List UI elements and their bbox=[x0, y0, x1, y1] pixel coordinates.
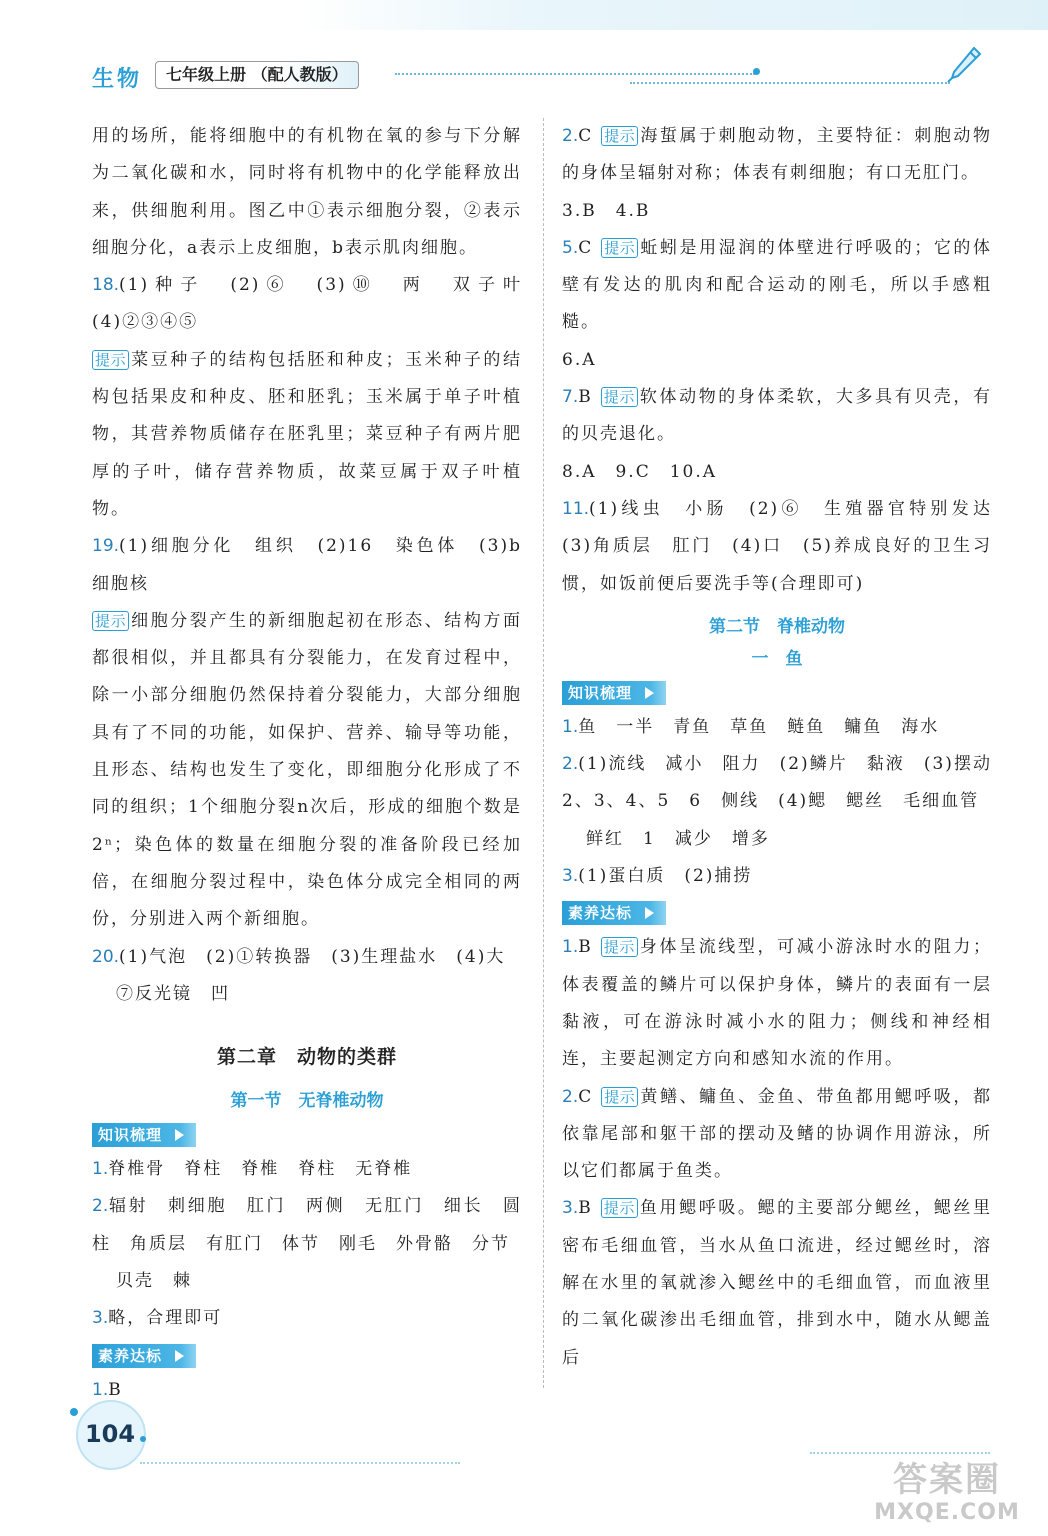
answer-20 bbox=[92, 939, 522, 976]
pen-icon bbox=[944, 44, 984, 86]
grade-label: 七年级上册 （配人教版） bbox=[155, 61, 359, 89]
question-number: 2. bbox=[562, 754, 579, 775]
answer-text: B bbox=[108, 1379, 123, 1400]
header-divider-lower bbox=[630, 82, 950, 84]
question-number: 2. bbox=[92, 1196, 109, 1217]
question-number: 7. bbox=[562, 387, 579, 408]
practice-1 bbox=[92, 1372, 522, 1409]
answer-text: 鱼 一半 青鱼 草鱼 鲢鱼 鳙鱼 海水 bbox=[578, 716, 940, 737]
hint-text: 身体呈流线型，可减小游泳时水的阻力；体表覆盖的鳞片可以保护身体，鳞片的表面有一层黏液，可在游泳时减小水的阻力；侧线和神经相连，主要起测定方向和感知水流的作用。 bbox=[562, 937, 992, 1070]
page-number: 104 bbox=[84, 1420, 136, 1448]
question-number: 3. bbox=[92, 1308, 109, 1329]
tag-label: 知识梳理 bbox=[98, 1126, 163, 1145]
hint-text: 细胞分裂产生的新细胞起初在形态、结构方面都很相似，并且都具有分裂能力，在发育过程中，除一小部分细胞仍然保持着分裂能力，大部分细胞具有了不同的功能，如保护、营养、输导等功能，且形态、结构也发生了变化，即细胞分化形成了不同的组织；1个细胞分裂n次后，形成的细胞个数是2ⁿ；染色体的数量在细胞分裂的准备阶段已经加倍，在细胞分裂过程中，染色体分成完全相同的两份，分别进入两个新细胞。 bbox=[92, 610, 522, 930]
question-number: 19. bbox=[92, 536, 120, 557]
answer-text: (1)气泡 (2)①转换器 (3)生理盐水 (4)大 bbox=[119, 946, 506, 967]
answer-3-4: 3.B 4.B bbox=[562, 200, 651, 221]
answer-text: C bbox=[578, 237, 594, 258]
knowledge-2 bbox=[92, 1188, 522, 1263]
hint-text: 鱼用鳃呼吸。鳃的主要部分鳃丝，鳃丝里密布毛细血管，当水从鱼口流进，经过鳃丝时，溶解在水里的氧就渗入鳃丝中的毛细血管，而血液里的二氧化碳渗出毛细血管，排到水中，随水从鳃盖后 bbox=[562, 1198, 992, 1368]
knowledge-2-continued: 鲜红 1 减少 增多 bbox=[586, 828, 770, 849]
chapter-title: 第二章 动物的类群 bbox=[216, 1046, 397, 1069]
hint-text: 菜豆种子的结构包括胚和种皮；玉米种子的结构包括果皮和种皮、胚和胚乳；玉米属于单子叶植物，其营养物质储存在胚乳里；菜豆种子有两片肥厚的子叶，储存营养物质，故菜豆属于双子叶植物。 bbox=[92, 349, 522, 519]
footer-divider bbox=[140, 1462, 460, 1464]
question-number: 18. bbox=[92, 275, 120, 296]
subsection-title: 一 鱼 bbox=[751, 648, 803, 669]
answer-8-10: 8.A 9.C 10.A bbox=[562, 461, 718, 482]
right-column bbox=[562, 118, 1011, 1377]
practice-tag bbox=[92, 1344, 196, 1368]
hint-label: 提示 bbox=[601, 1198, 638, 1218]
knowledge-2 bbox=[562, 746, 1011, 821]
answer-text: (1)流线 减小 阻力 (2)鳞片 黏液 (3)摆动 2、3、4、5 6 侧线 (4)鳃 鳃丝 毛细血管 bbox=[562, 754, 1011, 812]
hint-text: 海蜇属于刺胞动物，主要特征：刺胞动物的身体呈辐射对称；体表有刺细胞；有口无肛门。 bbox=[562, 126, 993, 184]
answer-text: 略，合理即可 bbox=[108, 1308, 223, 1329]
question-number: 1. bbox=[92, 1379, 109, 1400]
tag-label: 素养达标 bbox=[98, 1346, 163, 1365]
play-icon bbox=[175, 1350, 184, 1362]
answer-text: (1)细胞分化 组织 (2)16 染色体 (3)b 细胞核 bbox=[92, 536, 541, 594]
knowledge-tag bbox=[562, 681, 666, 705]
question-number: 3. bbox=[562, 1198, 579, 1219]
hint-label: 提示 bbox=[601, 937, 638, 957]
answer-text: 脊椎骨 脊柱 脊椎 脊柱 无脊椎 bbox=[108, 1159, 413, 1180]
question-number: 1. bbox=[92, 1159, 109, 1180]
question-number: 20. bbox=[92, 946, 120, 967]
question-number: 2. bbox=[562, 126, 579, 146]
footer-divider bbox=[810, 1452, 990, 1454]
header-band bbox=[300, 0, 1048, 30]
subject-title: 生物 bbox=[92, 67, 143, 92]
answer-text: (1)蛋白质 (2)捕捞 bbox=[578, 866, 753, 887]
tag-label: 素养达标 bbox=[568, 904, 633, 923]
answer-text: B bbox=[578, 387, 593, 408]
knowledge-3 bbox=[562, 858, 992, 895]
header-divider bbox=[395, 73, 755, 75]
practice-1 bbox=[562, 929, 992, 1078]
watermark-logo bbox=[872, 1460, 1022, 1530]
practice-2 bbox=[562, 1079, 992, 1191]
answer-text: B bbox=[578, 1198, 593, 1219]
answer-text: (1)线虫 小肠 (2)⑥ 生殖器官特别发达 (3)角质层 肛门 (4)口 (5)养成良好的卫生习惯，如饭前便后要洗手等(合理即可) bbox=[562, 498, 1011, 594]
knowledge-2-continued: 贝壳 棘 bbox=[116, 1271, 192, 1292]
question-number: 1. bbox=[562, 937, 579, 958]
answer-5 bbox=[562, 230, 992, 342]
question-number: 1. bbox=[562, 716, 579, 737]
section-title: 第二节 脊椎动物 bbox=[709, 616, 845, 637]
section-title: 第一节 无脊椎动物 bbox=[230, 1091, 384, 1112]
hint-label: 提示 bbox=[92, 611, 129, 631]
practice-tag bbox=[562, 901, 666, 925]
answer-text: B bbox=[578, 937, 593, 958]
left-column bbox=[92, 118, 541, 1409]
column-divider bbox=[543, 118, 544, 1388]
hint-label: 提示 bbox=[601, 387, 638, 407]
answer-text: 用的场所，能将细胞中的有机物在氧的参与下分解为二氧化碳和水，同时将有机物中的化学能释放出来，供细胞利用。图乙中①表示细胞分裂，②表示细胞分化，a表示上皮细胞，b表示肌肉细胞。 bbox=[92, 126, 522, 258]
hint-label: 提示 bbox=[601, 126, 638, 146]
question-number: 3. bbox=[562, 866, 579, 887]
watermark-text: 答案圈 bbox=[893, 1460, 1001, 1500]
question-number: 5. bbox=[562, 237, 579, 258]
hint-label: 提示 bbox=[92, 350, 129, 370]
play-icon bbox=[645, 687, 654, 699]
answer-20-continued: ⑦反光镜 凹 bbox=[116, 983, 230, 1004]
answer-19 bbox=[92, 528, 541, 603]
answer-text: C bbox=[578, 126, 594, 146]
answer-text: C bbox=[578, 1086, 594, 1107]
hint-label: 提示 bbox=[601, 1087, 638, 1107]
knowledge-1 bbox=[92, 1151, 522, 1188]
hint-text: 黄鳝、鳙鱼、金鱼、带鱼都用鳃呼吸，都依靠尾部和躯干部的摆动及鳍的协调作用游泳，所以它们都属于鱼类。 bbox=[562, 1086, 993, 1182]
practice-3 bbox=[562, 1190, 992, 1376]
question-number: 11. bbox=[562, 498, 590, 519]
knowledge-1 bbox=[562, 709, 992, 746]
hint-19 bbox=[92, 603, 522, 939]
question-number: 2. bbox=[562, 1086, 579, 1107]
hint-label: 提示 bbox=[601, 238, 638, 258]
knowledge-3 bbox=[92, 1300, 522, 1337]
watermark-url: MXQE.COM bbox=[874, 1500, 1020, 1525]
hint-text: 蚯蚓是用湿润的体壁进行呼吸的；它的体壁有发达的肌肉和配合运动的刚毛，所以手感粗糙。 bbox=[562, 237, 993, 333]
knowledge-tag bbox=[92, 1123, 196, 1147]
answer-11 bbox=[562, 491, 1011, 603]
answer-text: 辐射 刺细胞 肛门 两侧 无肛门 细长 圆柱 角质层 有肛门 体节 刚毛 外骨骼 分节 bbox=[92, 1196, 522, 1254]
tag-label: 知识梳理 bbox=[568, 683, 633, 702]
answer-7 bbox=[562, 379, 992, 454]
footer-dot bbox=[140, 1436, 146, 1442]
answer-6: 6.A bbox=[562, 349, 597, 370]
footer-dot bbox=[70, 1408, 78, 1416]
answer-text: (1)种子 (2)⑥ (3)⑩ 两 双子叶 (4)②③④⑤ bbox=[92, 275, 541, 333]
answer-18 bbox=[92, 267, 541, 342]
hint-18 bbox=[92, 342, 522, 528]
hint-text: 软体动物的身体柔软，大多具有贝壳，有的贝壳退化。 bbox=[562, 387, 992, 445]
play-icon bbox=[645, 907, 654, 919]
header-dot bbox=[753, 68, 760, 75]
play-icon bbox=[175, 1129, 184, 1141]
answer-2 bbox=[562, 118, 992, 193]
